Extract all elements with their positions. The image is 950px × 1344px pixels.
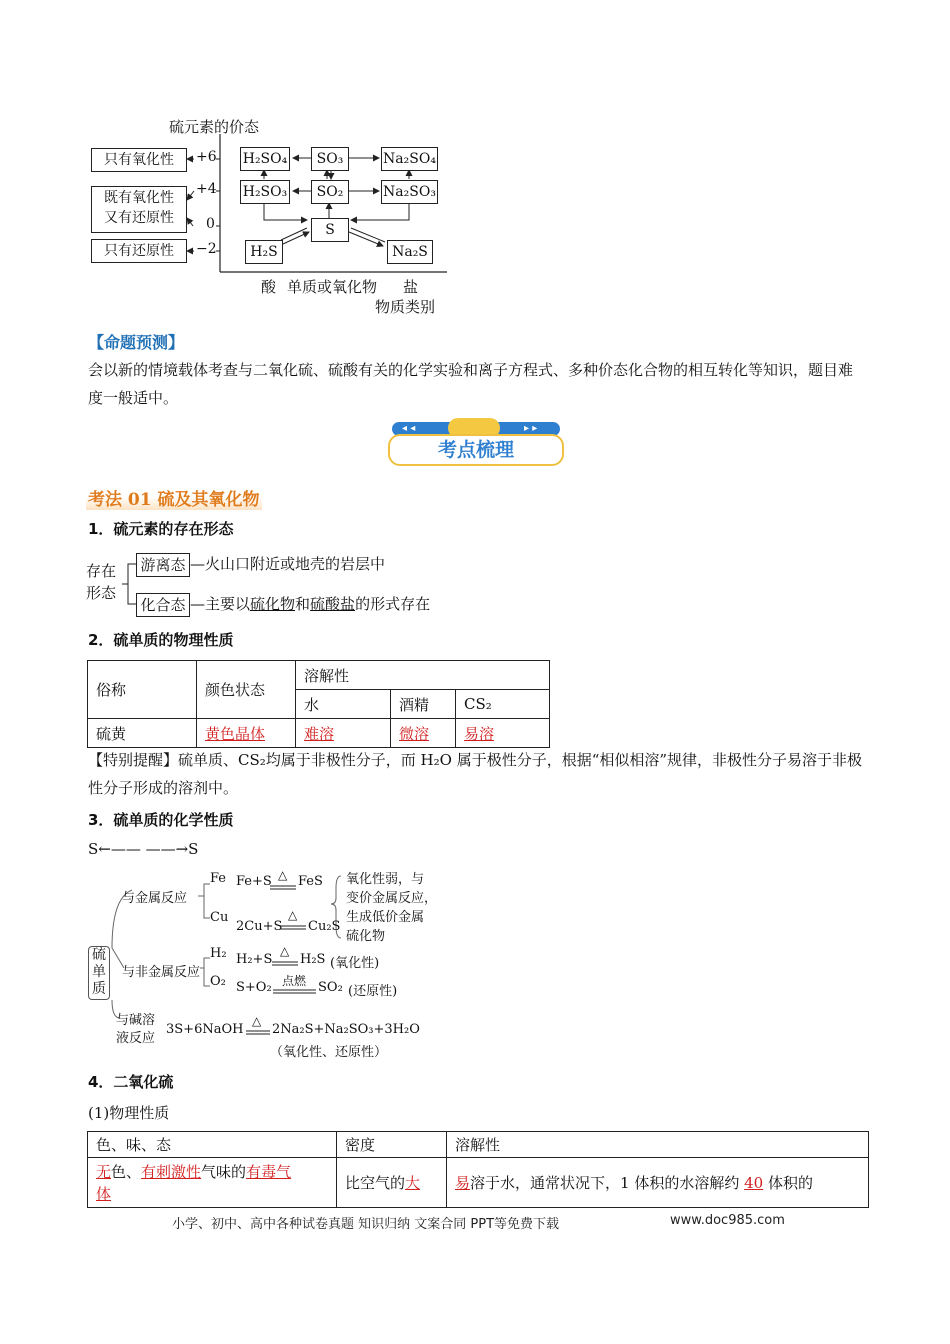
th-water: 水 bbox=[296, 690, 391, 719]
label-both-line2: 又有还原性 bbox=[104, 210, 174, 226]
c1-b: 色、 bbox=[111, 1162, 142, 1181]
metal-note-1: 氧化性弱，与 bbox=[346, 872, 425, 887]
special-note: 【特别提醒】硫单质、CS₂均属于非极性分子，而 H₂O 属于极性分子，根据“相似相溶”规律，非极性分子易溶于非极性分子形成的溶剂中。 bbox=[88, 751, 863, 797]
td-water: 难溶 bbox=[296, 719, 391, 748]
box-h2s: H₂S bbox=[245, 240, 283, 264]
valence-diagram bbox=[85, 112, 465, 317]
c3-a: 易 bbox=[455, 1174, 471, 1192]
root-char1: 硫 bbox=[92, 947, 106, 963]
alkali-label-1: 与碱溶 bbox=[116, 1013, 156, 1028]
th-solubility: 溶解性 bbox=[296, 661, 550, 690]
box-so2: SO₂ bbox=[311, 180, 349, 204]
footer-url[interactable]: www.doc985.com bbox=[670, 1213, 785, 1228]
comb-sulfate: 硫酸盐 bbox=[310, 595, 356, 613]
c3-c: 40 bbox=[744, 1174, 764, 1192]
box-h2so4: H₂SO₄ bbox=[240, 147, 290, 171]
alkali-heat: △ bbox=[252, 1014, 262, 1028]
existence-root bbox=[86, 560, 116, 604]
cu-heat: △ bbox=[288, 908, 298, 922]
o2-label: O₂ bbox=[210, 974, 226, 989]
comb-sulfide: 硫化物 bbox=[250, 595, 296, 613]
existence-root-line1: 存在 bbox=[86, 562, 117, 580]
th-name: 俗称 bbox=[88, 661, 197, 719]
h2-eq-left: H₂+S bbox=[236, 952, 273, 967]
tick-zero: 0 bbox=[206, 216, 215, 232]
alkali-label-2: 液反应 bbox=[116, 1031, 156, 1046]
c1-a: 无 bbox=[96, 1162, 112, 1181]
combined-state-box: 化合态 bbox=[136, 593, 190, 617]
h2-eq-right: H₂S bbox=[300, 952, 326, 967]
c1-d: 气味的 bbox=[201, 1162, 247, 1181]
box-so3: SO₃ bbox=[311, 147, 349, 171]
h2-label: H₂ bbox=[210, 946, 227, 961]
comb-post: 的形式存在 bbox=[355, 595, 431, 613]
h2-heat: △ bbox=[280, 944, 290, 958]
metal-note-2: 变价金属反应， bbox=[346, 891, 438, 906]
s3-heading: 3．硫单质的化学性质 bbox=[88, 811, 234, 829]
cu-label: Cu bbox=[210, 910, 229, 925]
xaxis-label: 物质类别 bbox=[375, 298, 436, 316]
diagram-title: 硫元素的价态 bbox=[169, 118, 260, 136]
c1-f: 体 bbox=[96, 1184, 112, 1203]
s1-heading: 1．硫元素的存在形态 bbox=[88, 520, 234, 538]
td-solubility-so2 bbox=[447, 1158, 869, 1208]
xaxis-simple: 单质或氧化物 bbox=[287, 278, 378, 296]
section-heading: 考法 01 硫及其氧化物 bbox=[86, 485, 262, 510]
prediction-heading: 【命题预测】 bbox=[88, 333, 185, 352]
alkali-eq-right: 2Na₂S+Na₂SO₃+3H₂O bbox=[272, 1022, 420, 1037]
o2-note: (还原性) bbox=[348, 984, 398, 999]
label-only-reducing: 只有还原性 bbox=[91, 239, 187, 263]
chem-properties-diagram bbox=[86, 868, 446, 1060]
box-na2so3: Na₂SO₃ bbox=[381, 180, 438, 204]
so2-physical-table bbox=[87, 1131, 869, 1208]
metal-note-4: 硫化物 bbox=[346, 929, 386, 944]
free-state-box: 游离态 bbox=[136, 553, 190, 577]
alkali-eq-left: 3S+6NaOH bbox=[166, 1022, 244, 1037]
alkali-note: （氧化性、还原性） bbox=[270, 1045, 388, 1060]
banner-left-arrows-icon: ◂ ◂ bbox=[402, 423, 416, 434]
box-na2so4: Na₂SO₄ bbox=[381, 147, 438, 171]
th-density: 密度 bbox=[337, 1132, 447, 1158]
xaxis-acid: 酸 bbox=[261, 278, 277, 296]
th-solubility-so2: 溶解性 bbox=[447, 1132, 869, 1158]
cu-eq-right: Cu₂S bbox=[308, 919, 341, 934]
tick-plus6: +6 bbox=[196, 149, 217, 165]
nonmetal-label: 与非金属反应 bbox=[122, 965, 201, 980]
fe-heat: △ bbox=[278, 868, 288, 882]
box-h2so3: H₂SO₃ bbox=[240, 180, 290, 204]
banner-label: 考点梳理 bbox=[437, 439, 514, 461]
o2-eq-right: SO₂ bbox=[318, 980, 343, 995]
td-name: 硫黄 bbox=[88, 719, 197, 748]
th-appearance: 色、味、态 bbox=[88, 1132, 337, 1158]
xaxis-salt: 盐 bbox=[403, 278, 419, 296]
h2-note: (氧化性) bbox=[330, 956, 380, 971]
c1-c: 有刺激性 bbox=[141, 1162, 202, 1181]
alkali-label bbox=[116, 1012, 155, 1048]
box-s: S bbox=[311, 218, 349, 242]
sulfur-physical-table bbox=[87, 660, 550, 748]
cu-eq-left: 2Cu+S bbox=[236, 919, 283, 934]
td-color: 黄色晶体 bbox=[197, 719, 296, 748]
th-cs2: CS₂ bbox=[456, 690, 550, 719]
s3-arrow-line: S←—— ——→S bbox=[88, 840, 199, 858]
existence-diagram bbox=[86, 550, 486, 620]
section-banner bbox=[388, 418, 564, 466]
c3-b: 溶于水，通常状况下，1 体积的水溶解约 bbox=[470, 1174, 745, 1192]
metal-note bbox=[346, 870, 437, 946]
comb-pre: —主要以 bbox=[190, 595, 251, 613]
td-density bbox=[337, 1158, 447, 1208]
fe-eq-left: Fe+S bbox=[236, 874, 272, 889]
td-cs2: 易溶 bbox=[456, 719, 550, 748]
td-alcohol: 微溶 bbox=[391, 719, 456, 748]
c3-d: 体积的 bbox=[763, 1174, 813, 1192]
footer-left: 小学、初中、高中各种试卷真题 知识归纳 文案合同 PPT等免费下载 bbox=[172, 1217, 560, 1232]
label-only-oxidizing: 只有氧化性 bbox=[91, 148, 187, 172]
metal-label: 与金属反应 bbox=[122, 891, 188, 906]
s4-sub: (1)物理性质 bbox=[88, 1104, 170, 1122]
td-appearance bbox=[88, 1158, 337, 1208]
comb-and: 和 bbox=[295, 595, 311, 613]
banner-right-arrows-icon: ▸ ▸ bbox=[524, 423, 538, 434]
free-state-text: —火山口附近或地壳的岩层中 bbox=[190, 555, 386, 573]
combined-state-text bbox=[190, 593, 430, 615]
fe-label: Fe bbox=[210, 871, 227, 886]
tick-minus2: −2 bbox=[196, 241, 217, 257]
root-char3: 质 bbox=[92, 981, 106, 997]
c2-a: 比空气的 bbox=[345, 1174, 406, 1192]
tick-plus4: +4 bbox=[196, 181, 217, 197]
o2-eq-left: S+O₂ bbox=[236, 980, 272, 995]
fe-eq-right: FeS bbox=[298, 874, 323, 889]
th-color: 颜色状态 bbox=[197, 661, 296, 719]
o2-condition: 点燃 bbox=[282, 974, 307, 988]
c2-b: 大 bbox=[405, 1174, 421, 1192]
c1-e: 有毒气 bbox=[246, 1162, 292, 1181]
root-char2: 单 bbox=[92, 964, 106, 980]
th-alcohol: 酒精 bbox=[391, 690, 456, 719]
metal-note-3: 生成低价金属 bbox=[346, 910, 425, 925]
s2-heading: 2．硫单质的物理性质 bbox=[88, 631, 234, 649]
box-na2s: Na₂S bbox=[387, 240, 433, 264]
existence-root-line2: 形态 bbox=[86, 584, 117, 602]
prediction-text: 会以新的情境载体考查与二氧化硫、硫酸有关的化学实验和离子方程式、多种价态化合物的相互转化等知识，题目难度一般适中。 bbox=[88, 361, 854, 407]
label-both-line1: 既有氧化性 bbox=[104, 190, 174, 206]
s4-heading: 4．二氧化硫 bbox=[88, 1073, 174, 1091]
root-sulfur-box bbox=[88, 946, 110, 1000]
